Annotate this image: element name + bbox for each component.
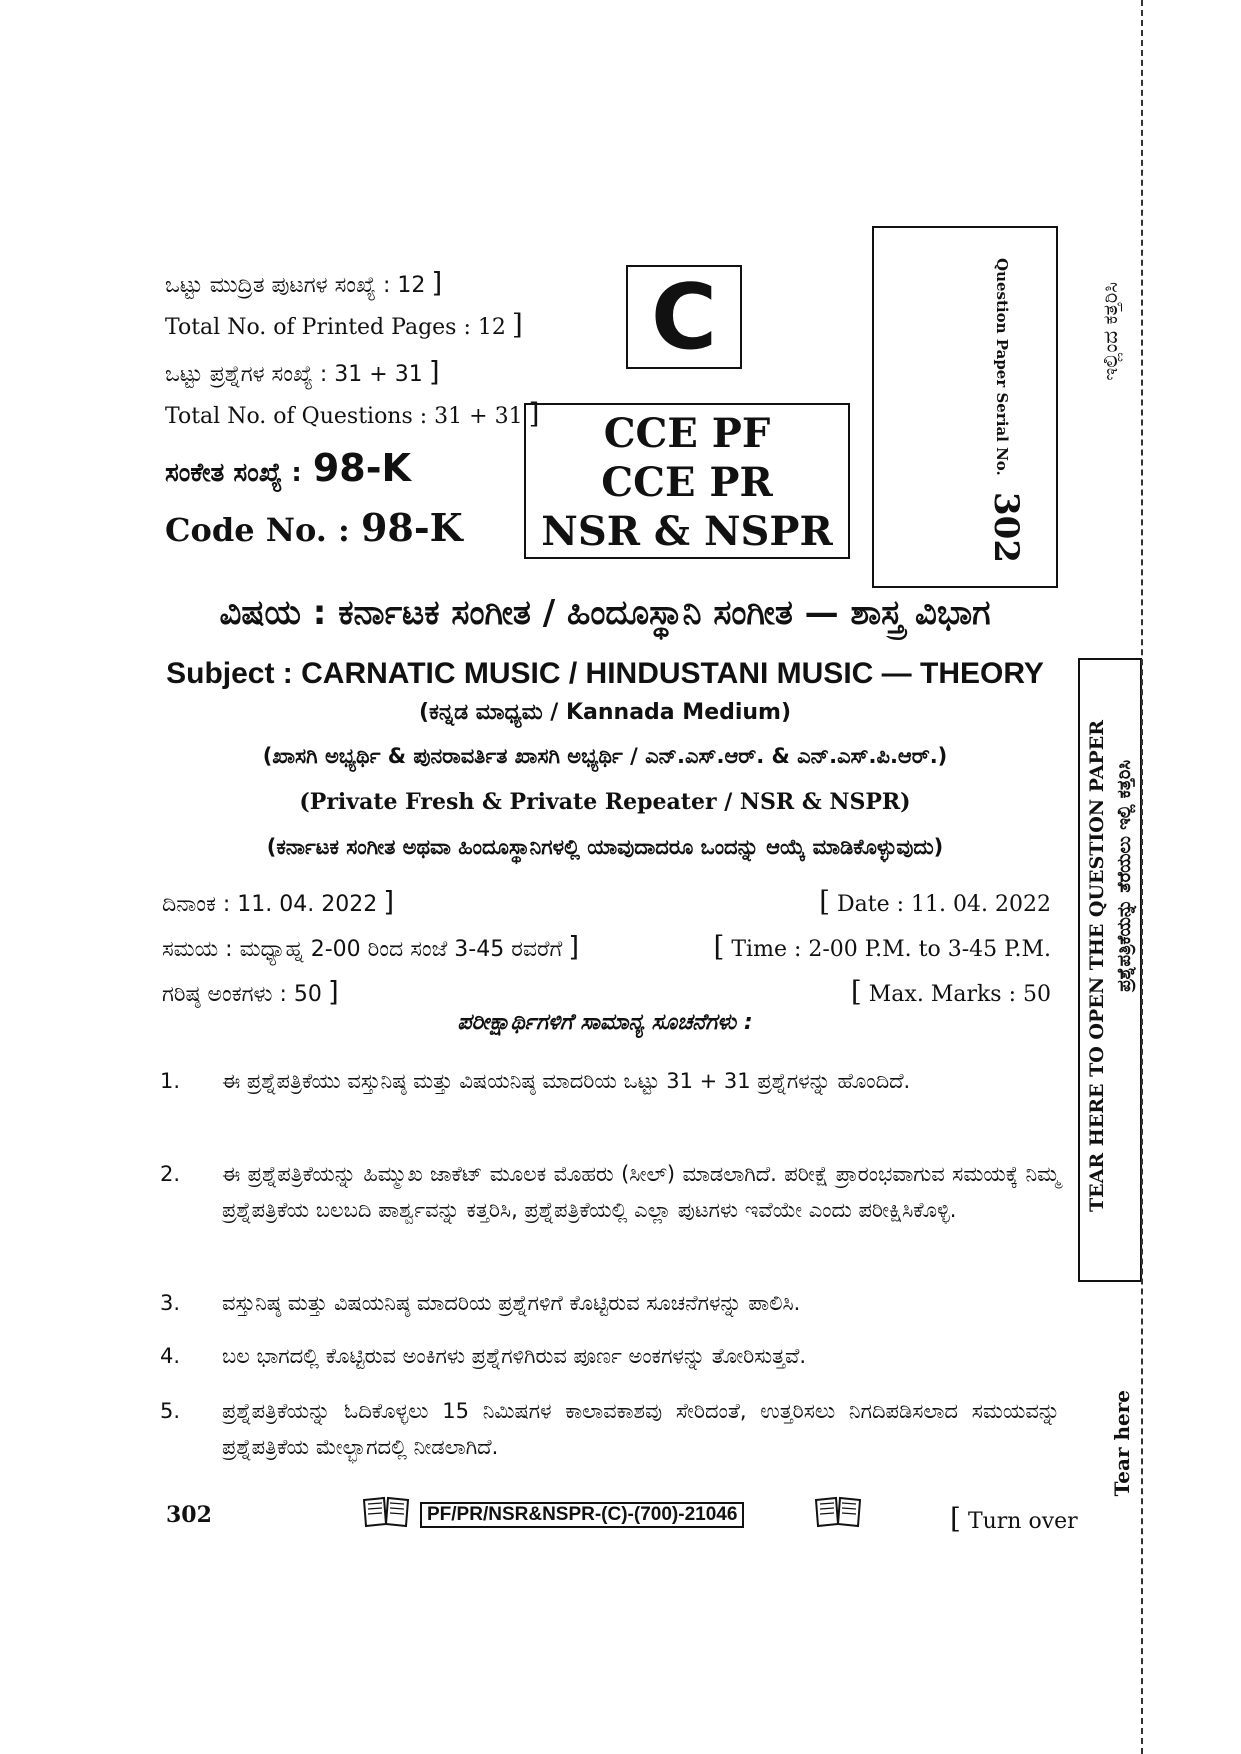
instructions-title: ಪರೀಕ್ಷಾರ್ಥಿಗಳಿಗೆ ಸಾಮಾನ್ಯ ಸೂಚನೆಗಳು :: [457, 1010, 753, 1035]
tear-here-en: TEAR HERE TO OPEN THE QUESTION PAPER: [1086, 720, 1108, 1212]
serial-label: Question Paper Serial No.: [993, 258, 1011, 476]
tear-here-kn: ಪ್ರಶ್ನೆಪತ್ರಿಕೆಯನ್ನು ತೆರೆಯಲು ಇಲ್ಲಿ ಕತ್ತರಿಸಿ: [1114, 760, 1135, 992]
time-en: [ Time : 2-00 P.M. to 3-45 P.M.: [713, 930, 1051, 963]
serial-box: [872, 226, 1058, 588]
tear-dashed-line: [1141, 0, 1143, 1754]
exam-type-line: CCE PR: [601, 459, 773, 506]
exam-type-line: CCE PF: [603, 410, 771, 457]
time-kn: ಸಮಯ : ಮಧ್ಯಾಹ್ನ 2-00 ರಿಂದ ಸಂಜೆ 3-45 ರವರೆಗೆ ]: [162, 930, 580, 963]
instruction-item: 1. ಈ ಪ್ರಶ್ನೆಪತ್ರಿಕೆಯು ವಸ್ತುನಿಷ್ಠ ಮತ್ತು ವಿಷಯನಿಷ್ಠ ಮಾದರಿಯ ಒಟ್ಟು 31 + 31 ಪ್ರಶ್ನೆಗಳನ್ನು ಹೊಂದಿದೆ.: [160, 1069, 911, 1093]
choose-note-kn: (ಕರ್ನಾಟಕ ಸಂಗೀತ ಅಥವಾ ಹಿಂದೂಸ್ಥಾನಿಗಳಲ್ಲಿ ಯಾವುದಾದರೂ ಒಂದನ್ನು ಆಯ್ಕೆ ಮಾಡಿಕೊಳ್ಳುವುದು): [266, 835, 944, 859]
code-no-en: Code No. : 98-K: [165, 505, 463, 550]
instruction-item: 2. ಈ ಪ್ರಶ್ನೆಪತ್ರಿಕೆಯನ್ನು ಹಿಮ್ಮುಖ ಜಾಕೆಟ್ ಮೂಲಕ ಮೊಹರು (ಸೀಲ್) ಮಾಡಲಾಗಿದೆ. ಪರೀಕ್ಷೆ ಪ್ರಾರಂಭವಾಗುವ ಸಮಯಕ್ಕೆ ನಿಮ್ಮ ಪ್ರಶ್ನೆಪತ್ರಿಕೆಯ ಬಲಬದಿ ಪಾರ್ಶ್ವವನ್ನು ಕತ್ತರಿಸಿ, ಪ್ರಶ್ನೆಪತ್ರಿಕೆಯಲ್ಲಿ ಎಲ್ಲಾ ಪುಟಗಳು ಇವೆಯೇ ಎಂದು ಪರೀಕ್ಷಿಸಿಕೊಳ್ಳಿ.: [160, 1162, 1060, 1222]
medium: (ಕನ್ನಡ ಮಾಧ್ಯಮ / Kannada Medium): [418, 700, 792, 725]
printed-pages-en: Total No. of Printed Pages : 12 ]: [165, 308, 523, 341]
code-no-kn: ಸಂಕೇತ ಸಂಖ್ಯೆ : 98-K: [165, 446, 411, 490]
book-icon: [362, 1494, 410, 1537]
subject-en: Subject : CARNATIC MUSIC / HINDUSTANI MUSIC — THEORY: [166, 657, 1044, 690]
footer-page-number: 302: [166, 1502, 212, 1528]
tear-here-label[interactable]: Tear here: [1110, 1390, 1134, 1497]
max-marks-kn: ಗರಿಷ್ಠ ಅಂಕಗಳು : 50 ]: [162, 975, 339, 1008]
turn-over: [ Turn over: [950, 1502, 1078, 1535]
total-questions-en: Total No. of Questions : 31 + 31 ]: [165, 397, 540, 430]
candidate-type-en: (Private Fresh & Private Repeater / NSR & NSPR): [299, 789, 911, 815]
candidate-type-kn: (ಖಾಸಗಿ ಅಭ್ಯರ್ಥಿ & ಪುನರಾವರ್ತಿತ ಖಾಸಗಿ ಅಭ್ಯರ್ಥಿ / ಎನ್.ಎಸ್.ಆರ್. & ಎನ್.ಎಸ್.ಪಿ.ಆರ್.): [262, 744, 948, 768]
version-letter: C: [650, 264, 718, 370]
version-box: [626, 265, 742, 369]
exam-type-line: NSR & NSPR: [541, 508, 833, 555]
date-en: [ Date : 11. 04. 2022: [819, 885, 1051, 918]
date-kn: ದಿನಾಂಕ : 11. 04. 2022 ]: [162, 885, 395, 918]
cut-here-kn: ಇಲ್ಲಿಂದ ಕತ್ತರಿಸಿ: [1098, 282, 1122, 381]
instruction-item: 3. ವಸ್ತುನಿಷ್ಠ ಮತ್ತು ವಿಷಯನಿಷ್ಠ ಮಾದರಿಯ ಪ್ರಶ್ನೆಗಳಿಗೆ ಕೊಟ್ಟಿರುವ ಸೂಚನೆಗಳನ್ನು ಪಾಲಿಸಿ.: [160, 1291, 801, 1315]
subject-kn: ವಿಷಯ : ಕರ್ನಾಟಕ ಸಂಗೀತ / ಹಿಂದೂಸ್ಥಾನಿ ಸಂಗೀತ — ಶಾಸ್ತ್ರ ವಿಭಾಗ: [219, 593, 991, 633]
exam-type-box: [524, 403, 850, 559]
instruction-item: 5. ಪ್ರಶ್ನೆಪತ್ರಿಕೆಯನ್ನು ಓದಿಕೊಳ್ಳಲು 15 ನಿಮಿಷಗಳ ಕಾಲಾವಕಾಶವು ಸೇರಿದಂತೆ, ಉತ್ತರಿಸಲು ನಿಗದಿಪಡಿಸಲಾದ ಸಮಯವನ್ನು ಪ್ರಶ್ನೆಪತ್ರಿಕೆಯ ಮೇಲ್ಭಾಗದಲ್ಲಿ ನೀಡಲಾಗಿದೆ.: [160, 1399, 1060, 1459]
serial-number: 302: [986, 492, 1026, 563]
total-questions-kn: ಒಟ್ಟು ಪ್ರಶ್ನೆಗಳ ಸಂಖ್ಯೆ : 31 + 31 ]: [165, 355, 440, 388]
footer-paper-code: PF/PR/NSR&NSPR-(C)-(700)-21046: [420, 1502, 744, 1528]
printed-pages-kn: ಒಟ್ಟು ಮುದ್ರಿತ ಪುಟಗಳ ಸಂಖ್ಯೆ : 12 ]: [165, 266, 443, 299]
book-icon: [814, 1494, 862, 1537]
instruction-item: 4. ಬಲ ಭಾಗದಲ್ಲಿ ಕೊಟ್ಟಿರುವ ಅಂಕಿಗಳು ಪ್ರಶ್ನೆಗಳಿಗಿರುವ ಪೂರ್ಣ ಅಂಕಗಳನ್ನು ತೋರಿಸುತ್ತವೆ.: [160, 1344, 807, 1368]
max-marks-en: [ Max. Marks : 50: [850, 975, 1051, 1008]
